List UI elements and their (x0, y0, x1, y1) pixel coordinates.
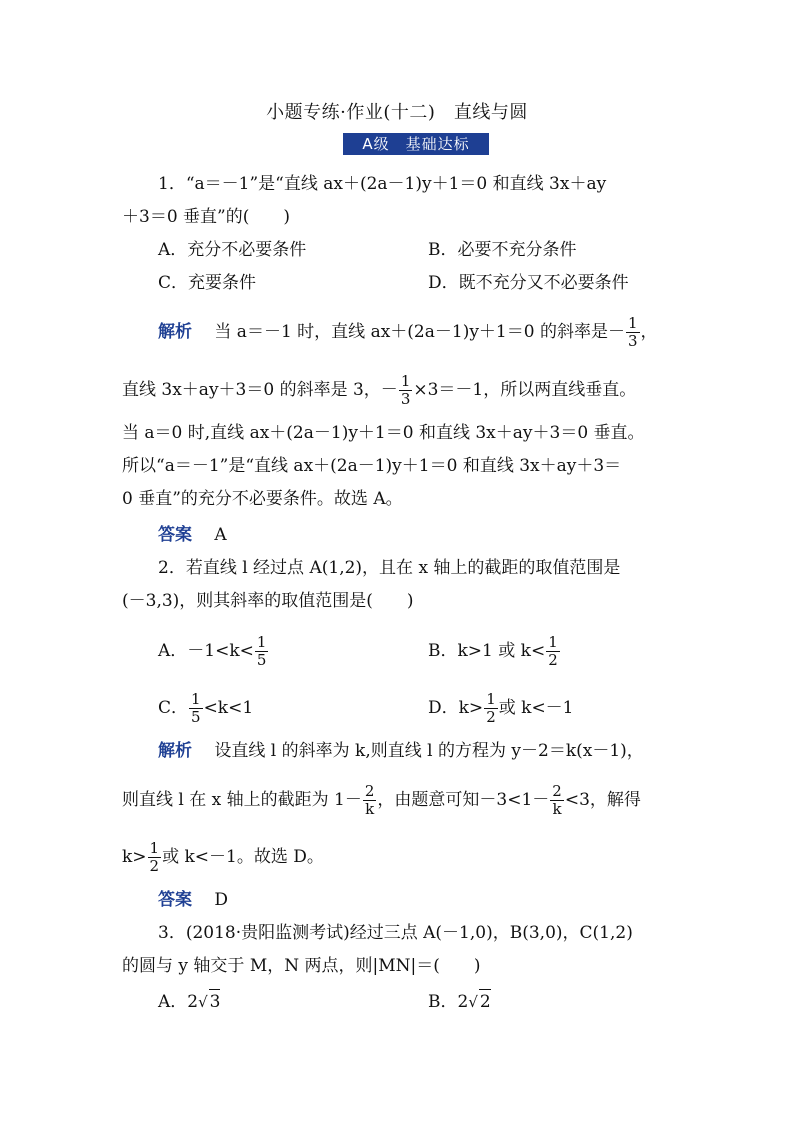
q3-option-a-text: A．2 (158, 992, 199, 1012)
frac-den: 2 (149, 857, 160, 875)
q1-option-c: C．充要条件 (158, 273, 257, 293)
q2-analysis-frac-1 (363, 783, 377, 818)
q2-analysis-text2b: ，由题意可知－3<1－ (377, 790, 550, 810)
frac-num: 1 (400, 372, 411, 390)
frac-num: 2 (364, 782, 375, 800)
q1-option-b: B．必要不充分条件 (428, 240, 577, 260)
q2-analysis-text1: 设直线 l 的斜率为 k,则直线 l 的方程为 y－2＝k(x－1)， (214, 741, 644, 761)
q1-answer-label: 答案 (158, 525, 192, 545)
q2-analysis-line3 (122, 840, 682, 875)
q2-option-a-frac (255, 634, 269, 669)
q2-analysis-text2a: 则直线 l 在 x 轴上的截距为 1－ (122, 790, 362, 810)
q2-option-c (158, 691, 253, 726)
sqrt-icon: √ (198, 993, 208, 1011)
frac-num: 1 (149, 839, 160, 857)
q1-analysis-line2 (122, 373, 682, 408)
q3-stem-line2: 的圆与 y 轴交于 M，N 两点，则|MN|＝( ) (122, 956, 481, 976)
q1-fraction-1 (626, 315, 640, 350)
frac-num: 1 (548, 633, 558, 651)
frac-den: 3 (400, 390, 411, 408)
page-title: 小题专练·作业(十二) 直线与圆 (266, 102, 528, 123)
q2-analysis-line1 (158, 739, 718, 763)
q3-option-a-radicand: 3 (209, 989, 221, 1014)
q2-option-c-tail: <k<1 (203, 698, 254, 718)
q1-answer-value: A (214, 525, 227, 545)
q2-analysis-text3a: k> (122, 847, 147, 867)
q1-analysis-text1: 当 a＝－1 时，直线 ax＋(2a－1)y＋1＝0 的斜率是－ (214, 322, 625, 342)
q1-analysis-label: 解析 (158, 322, 192, 342)
q2-stem-line2: (－3,3)，则其斜率的取值范围是( ) (122, 591, 414, 611)
frac-num: 1 (191, 690, 201, 708)
q2-answer-label: 答案 (158, 890, 192, 910)
frac-num: 2 (552, 782, 562, 800)
q3-option-a (158, 989, 220, 1014)
q1-analysis-text2b: ×3＝－1，所以两直线垂直。 (413, 380, 637, 400)
q2-option-c-frac (189, 691, 203, 726)
q3-option-b-text: B．2 (428, 992, 469, 1012)
q2-analysis-frac-2 (550, 783, 564, 818)
q2-option-d-text: D．k> (428, 698, 484, 718)
q1-analysis-line5: 0 垂直”的充分不必要条件。故选 A。 (122, 489, 403, 509)
q2-option-d-frac (484, 691, 498, 726)
q3-option-b-radicand: 2 (479, 989, 491, 1014)
q2-option-a (158, 634, 269, 669)
q2-option-c-text: C． (158, 698, 189, 718)
q3-stem-line1: 3．(2018·贵阳监测考试)经过三点 A(－1,0)，B(3,0)，C(1,2) (158, 923, 633, 943)
q2-answer-value: D (214, 890, 229, 910)
frac-num: 1 (627, 314, 638, 332)
frac-den: 3 (627, 332, 638, 350)
q1-analysis-tail: ， (640, 322, 658, 342)
q3-option-b (428, 989, 491, 1014)
q2-stem-line1: 2．若直线 l 经过点 A(1,2)，且在 x 轴上的截距的取值范围是 (158, 558, 621, 578)
q2-option-a-text: A．－1<k< (158, 641, 254, 661)
q1-analysis-text2a: 直线 3x＋ay＋3＝0 的斜率是 3，－ (122, 380, 398, 400)
q2-analysis-label: 解析 (158, 741, 192, 761)
q2-option-b-text: B．k>1 或 k< (428, 641, 546, 661)
q2-option-d-tail: 或 k<－1 (498, 698, 574, 718)
q2-answer (158, 888, 718, 912)
sqrt-icon: √ (468, 993, 478, 1011)
q1-answer (158, 523, 718, 547)
frac-num: 1 (256, 633, 267, 651)
q2-analysis-text3b: 或 k<－1。故选 D。 (162, 847, 324, 867)
frac-num: 1 (486, 690, 496, 708)
q2-analysis-line2 (122, 783, 682, 818)
frac-den: 5 (191, 708, 201, 726)
q1-option-d: D．既不充分又不必要条件 (428, 273, 629, 293)
q1-analysis-line3: 当 a＝0 时,直线 ax＋(2a－1)y＋1＝0 和直线 3x＋ay＋3＝0 垂直。 (122, 423, 645, 443)
q1-analysis-line4: 所以“a＝－1”是“直线 ax＋(2a－1)y＋1＝0 和直线 3x＋ay＋3＝ (122, 456, 622, 476)
frac-den: k (552, 800, 562, 818)
level-badge: A级 基础达标 (343, 133, 489, 155)
q2-option-b (428, 634, 561, 669)
frac-den: k (365, 800, 375, 818)
frac-den: 2 (486, 708, 496, 726)
frac-den: 2 (548, 651, 558, 669)
q2-analysis-frac-3 (148, 840, 162, 875)
q1-stem-line1: 1．“a＝－1”是“直线 ax＋(2a－1)y＋1＝0 和直线 3x＋ay (158, 174, 607, 194)
q2-analysis-text2c: <3，解得 (564, 790, 641, 810)
q2-option-b-frac (546, 634, 560, 669)
q1-option-a: A．充分不必要条件 (158, 240, 307, 260)
q1-fraction-2 (399, 373, 413, 408)
frac-den: 5 (256, 651, 267, 669)
q2-option-d (428, 691, 574, 726)
q1-analysis-line1 (158, 315, 718, 350)
q1-stem-line2: ＋3＝0 垂直”的( ) (122, 207, 290, 227)
